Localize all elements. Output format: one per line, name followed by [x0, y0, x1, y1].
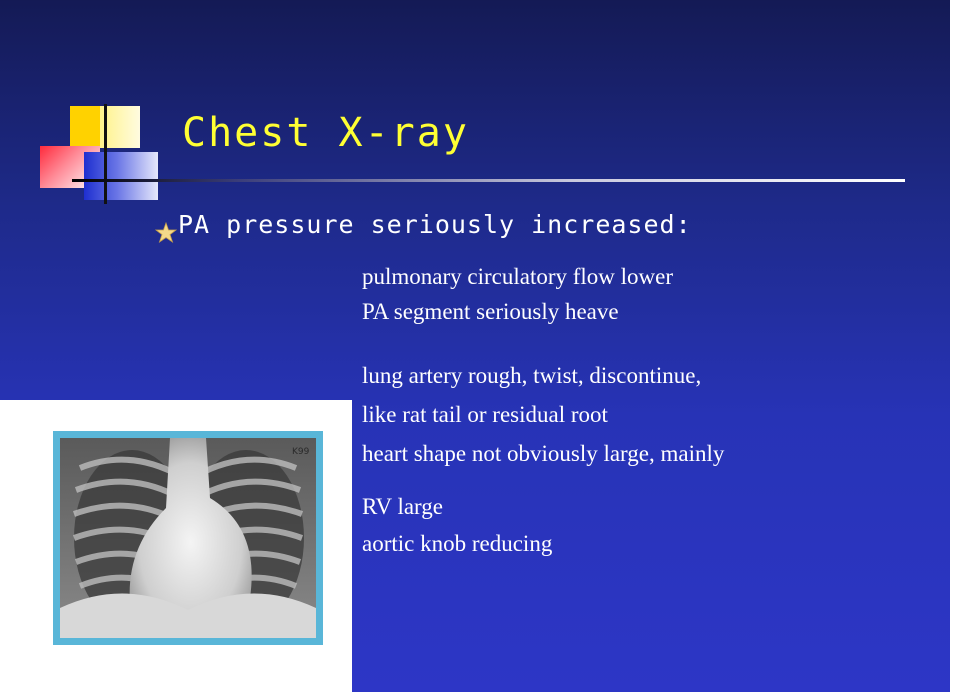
- bullet-line: lung artery rough, twist, discontinue,: [362, 363, 702, 388]
- xray-frame: [53, 431, 323, 645]
- bullet-line: RV large: [362, 494, 443, 519]
- bullet-line: aortic knob reducing: [362, 531, 553, 556]
- bullet-line: like rat tail or residual root: [362, 402, 608, 427]
- svg-text:K99: K99: [292, 447, 310, 457]
- bullet-heading: PA pressure seriously increased:: [178, 210, 692, 239]
- slide-title: Chest X-ray: [182, 110, 469, 156]
- bullet-line: pulmonary circulatory flow lower: [362, 264, 674, 289]
- star-icon: [155, 222, 177, 244]
- title-underline: [72, 179, 905, 182]
- bullet-line: heart shape not obviously large, mainly: [362, 441, 725, 466]
- bullet-line: PA segment seriously heave: [362, 299, 619, 324]
- chest-xray-image: [60, 438, 316, 638]
